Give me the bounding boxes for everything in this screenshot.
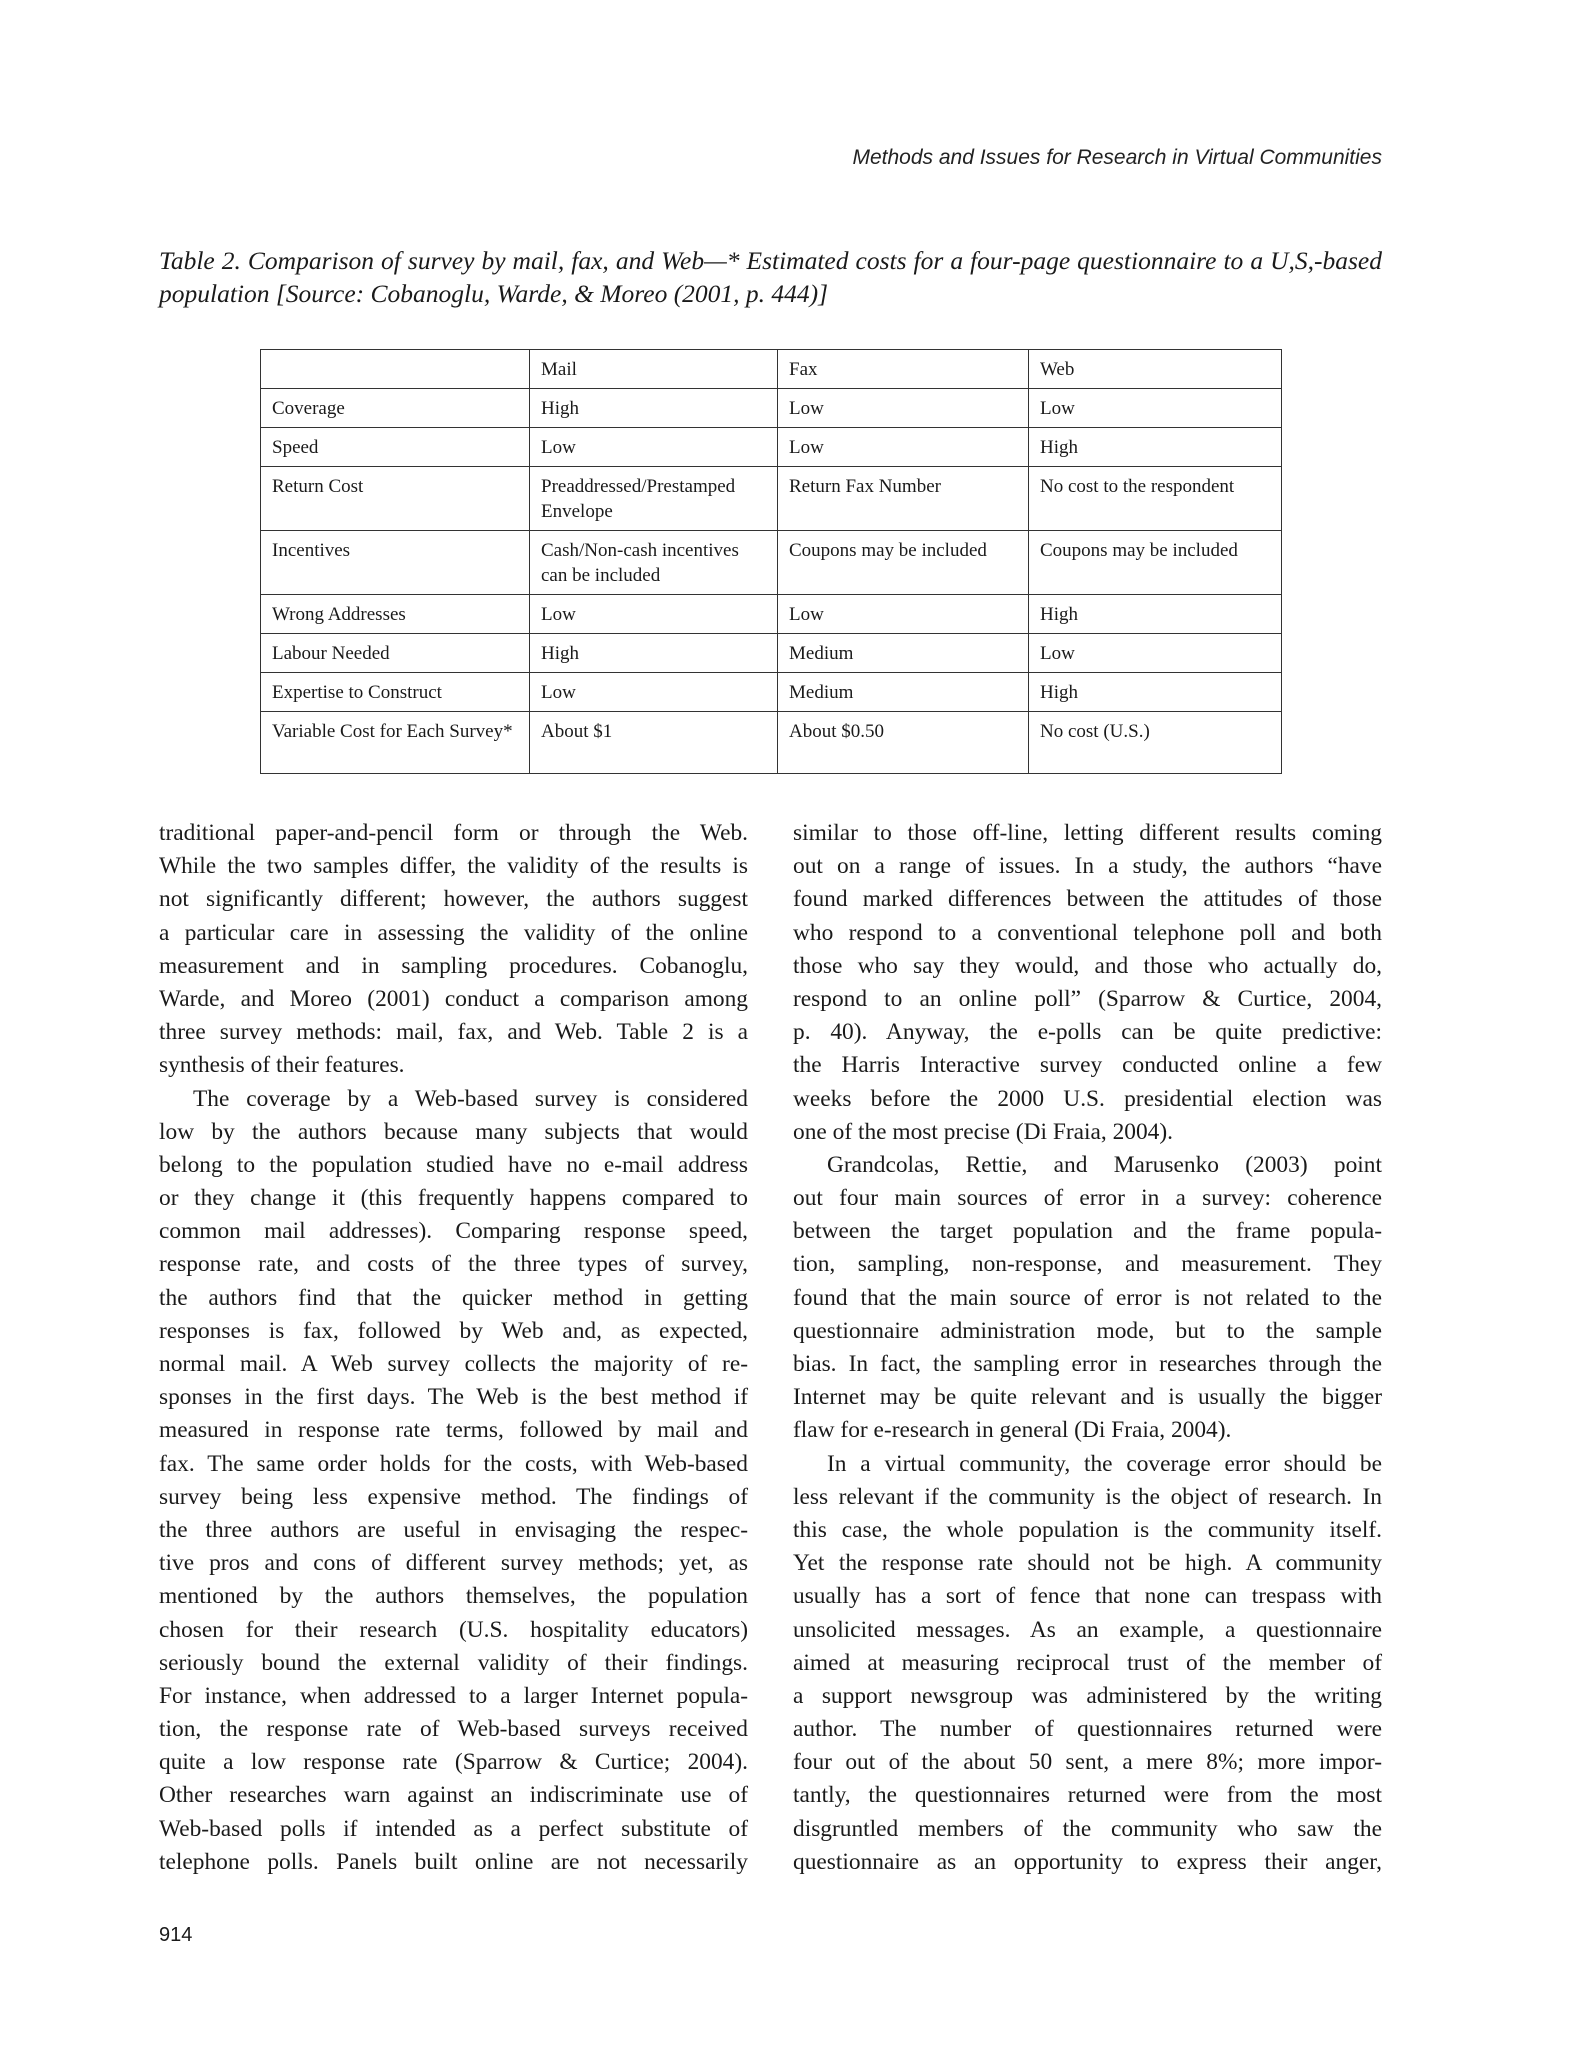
table-cell: Fax (778, 350, 1029, 389)
table-cell: High (1029, 428, 1282, 467)
table-cell: Low (778, 428, 1029, 467)
table-cell: About $1 (530, 712, 778, 774)
text-line: synthesis of their features. (159, 1052, 405, 1079)
text-line: chosen for their research (U.S. hospitality educators) (159, 1616, 748, 1643)
table-cell: Low (1029, 634, 1282, 673)
table-cell: Low (778, 595, 1029, 634)
text-line: usually has a sort of fence that none can trespass with (793, 1583, 1382, 1610)
table-cell: Low (530, 673, 778, 712)
text-line: In a virtual community, the coverage error should be (827, 1450, 1382, 1477)
text-line: less relevant if the community is the object of research. In (793, 1483, 1382, 1510)
table-cell: About $0.50 (778, 712, 1029, 774)
table-caption: Table 2. Comparison of survey by mail, fax, and Web—* Estimated costs for a four-page questionnaire to a U,S,-based population [Source: Cobanoglu, Warde, & Moreo (2001, p. 444)] (159, 246, 1382, 308)
text-line: one of the most precise (Di Fraia, 2004). (793, 1118, 1173, 1145)
text-line: responses is fax, followed by Web and, as expected, (159, 1317, 748, 1344)
text-line: the three authors are useful in envisaging the respec- (159, 1516, 748, 1543)
table-cell: Medium (778, 634, 1029, 673)
table-cell: Low (1029, 389, 1282, 428)
text-line: the Harris Interactive survey conducted online a few (793, 1052, 1382, 1079)
text-line: tantly, the questionnaires returned were from the most (793, 1782, 1382, 1809)
text-line: between the target population and the frame popula- (793, 1218, 1382, 1245)
text-line: fax. The same order holds for the costs, with Web-based (159, 1450, 748, 1477)
text-line: low by the authors because many subjects that would (159, 1118, 748, 1145)
table-cell: Cash/Non-cash incentives can be included (530, 531, 778, 595)
table-row (261, 595, 1282, 634)
table-row (261, 673, 1282, 712)
table-cell: Speed (261, 428, 530, 467)
text-line: this case, the whole population is the community itself. (793, 1516, 1382, 1543)
text-line: a particular care in assessing the validity of the online (159, 919, 748, 946)
text-line: p. 40). Anyway, the e-polls can be quite predictive: (793, 1019, 1382, 1046)
text-line: belong to the population studied have no e-mail address (159, 1151, 748, 1178)
text-line: who respond to a conventional telephone poll and both (793, 919, 1382, 946)
table-cell: Return Fax Number (778, 467, 1029, 531)
table-cell: High (1029, 595, 1282, 634)
page-number: 914 (159, 1924, 193, 1946)
text-line: weeks before the 2000 U.S. presidential election was (793, 1085, 1382, 1112)
table-cell: Wrong Addresses (261, 595, 530, 634)
table-row (261, 428, 1282, 467)
table-cell: Preaddressed/Prestamped Envelope (530, 467, 778, 531)
text-line: measured in response rate terms, followed by mail and (159, 1417, 748, 1444)
right-text-column (793, 817, 1382, 1879)
table-row (261, 389, 1282, 428)
text-line: disgruntled members of the community who saw the (793, 1815, 1382, 1842)
text-line: seriously bound the external validity of their findings. (159, 1649, 748, 1676)
text-line: tion, sampling, non-response, and measurement. They (793, 1251, 1382, 1278)
text-line: tive pros and cons of different survey methods; yet, as (159, 1550, 748, 1577)
text-line: found marked differences between the attitudes of those (793, 886, 1382, 913)
text-line: a support newsgroup was administered by the writing (793, 1682, 1382, 1709)
text-line: telephone polls. Panels built online are not necessarily (159, 1848, 748, 1875)
text-line: flaw for e-research in general (Di Fraia, 2004). (793, 1417, 1232, 1444)
table-row (261, 712, 1282, 774)
table-cell: Incentives (261, 531, 530, 595)
text-line: questionnaire as an opportunity to express their anger, (793, 1848, 1382, 1875)
text-line: those who say they would, and those who actually do, (793, 952, 1382, 979)
text-line: out four main sources of error in a survey: coherence (793, 1185, 1382, 1212)
text-line: questionnaire administration mode, but to the sample (793, 1317, 1382, 1344)
table-row (261, 634, 1282, 673)
table-row (261, 531, 1282, 595)
table-cell: Medium (778, 673, 1029, 712)
table-cell: No cost (U.S.) (1029, 712, 1282, 774)
text-line: three survey methods: mail, fax, and Web. Table 2 is a (159, 1019, 748, 1046)
table-cell: Low (530, 595, 778, 634)
text-line: similar to those off-line, letting different results coming (793, 820, 1382, 846)
table-row (261, 467, 1282, 531)
text-line: or they change it (this frequently happens compared to (159, 1185, 748, 1212)
table-cell: Coupons may be included (778, 531, 1029, 595)
text-line: While the two samples differ, the validity of the results is (159, 853, 748, 880)
table-header-row (261, 350, 1282, 389)
table-cell: High (1029, 673, 1282, 712)
running-head: Methods and Issues for Research in Virtual Communities (852, 146, 1382, 169)
table-cell: Web (1029, 350, 1282, 389)
text-line: survey being less expensive method. The findings of (159, 1483, 748, 1510)
text-line: respond to an online poll” (Sparrow & Curtice, 2004, (793, 985, 1382, 1012)
text-line: normal mail. A Web survey collects the majority of re- (159, 1351, 748, 1377)
table-cell: Expertise to Construct (261, 673, 530, 712)
text-line: Warde, and Moreo (2001) conduct a comparison among (159, 985, 748, 1012)
text-line: quite a low response rate (Sparrow & Curtice; 2004). (159, 1749, 748, 1776)
text-line: mentioned by the authors themselves, the population (159, 1583, 748, 1610)
table-cell (261, 350, 530, 389)
text-line: Internet may be quite relevant and is usually the bigger (793, 1384, 1382, 1411)
text-line: the authors find that the quicker method in getting (159, 1284, 748, 1311)
text-line: found that the main source of error is not related to the (793, 1284, 1382, 1311)
left-text-column (159, 817, 748, 1879)
table-cell: High (530, 389, 778, 428)
table-cell: Return Cost (261, 467, 530, 531)
table-cell: Variable Cost for Each Survey* (261, 712, 530, 774)
text-line: four out of the about 50 sent, a mere 8%; more impor- (793, 1749, 1382, 1776)
text-line: sponses in the first days. The Web is the best method if (159, 1384, 748, 1411)
text-line: traditional paper-and-pencil form or through the Web. (159, 820, 748, 846)
table-cell: Coverage (261, 389, 530, 428)
text-line: measurement and in sampling procedures. Cobanoglu, (159, 952, 748, 979)
text-line: bias. In fact, the sampling error in researches through the (793, 1351, 1382, 1377)
table-cell: Labour Needed (261, 634, 530, 673)
table-cell: High (530, 634, 778, 673)
text-line: aimed at measuring reciprocal trust of the member of (793, 1649, 1382, 1676)
text-line: Web-based polls if intended as a perfect substitute of (159, 1815, 748, 1842)
text-line: response rate, and costs of the three types of survey, (159, 1251, 748, 1278)
text-line: out on a range of issues. In a study, the authors “have (793, 853, 1382, 880)
text-line: Other researches warn against an indiscriminate use of (159, 1782, 748, 1809)
table-cell: Low (530, 428, 778, 467)
text-line: Grandcolas, Rettie, and Marusenko (2003) point (827, 1151, 1382, 1178)
text-line: For instance, when addressed to a larger Internet popula- (159, 1682, 748, 1709)
text-line: author. The number of questionnaires returned were (793, 1716, 1382, 1743)
table-cell: Coupons may be included (1029, 531, 1282, 595)
comparison-table (260, 349, 1282, 774)
text-line: not significantly different; however, the authors suggest (159, 886, 748, 913)
table-cell: Low (778, 389, 1029, 428)
table-cell: No cost to the respondent (1029, 467, 1282, 531)
text-line: tion, the response rate of Web-based surveys received (159, 1716, 748, 1743)
text-line: unsolicited messages. As an example, a questionnaire (793, 1616, 1382, 1643)
text-line: The coverage by a Web-based survey is considered (193, 1085, 748, 1112)
text-line: common mail addresses). Comparing response speed, (159, 1218, 748, 1245)
text-line: Yet the response rate should not be high. A community (793, 1550, 1382, 1577)
table-cell: Mail (530, 350, 778, 389)
